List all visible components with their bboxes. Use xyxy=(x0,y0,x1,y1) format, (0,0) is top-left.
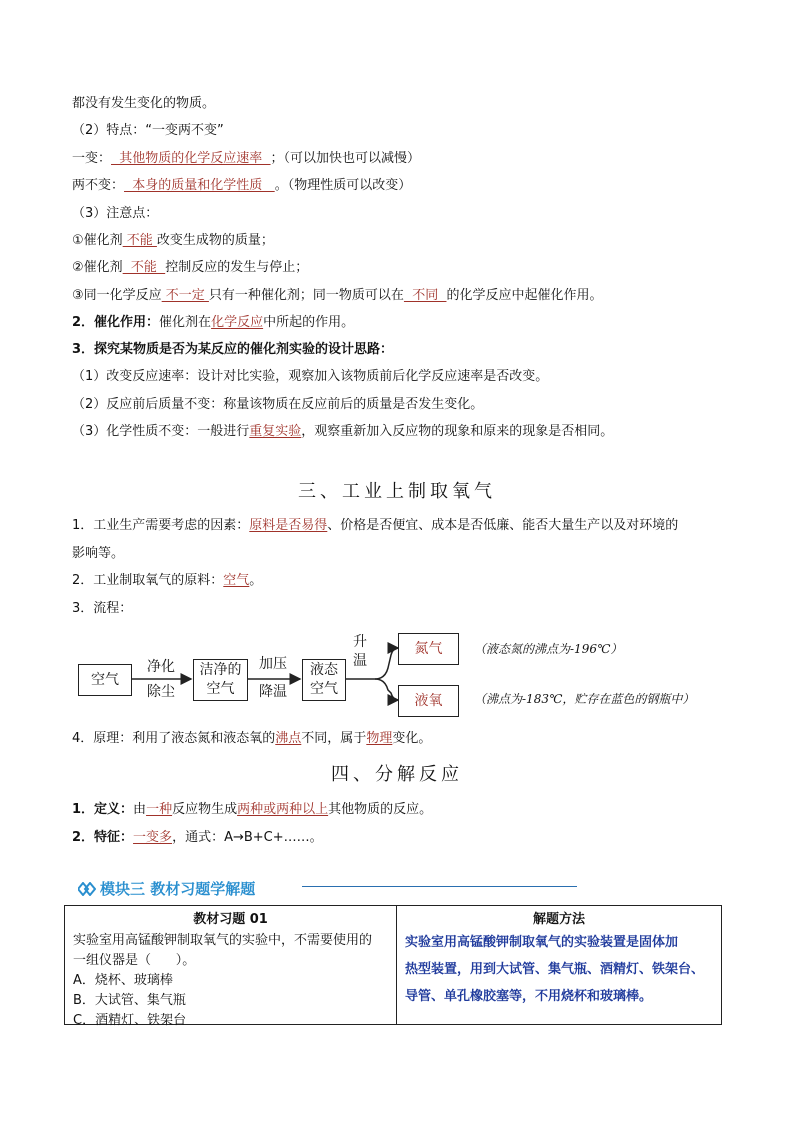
text-span: 反应物生成 xyxy=(172,802,238,817)
answer-blank: 沸点 xyxy=(275,731,302,746)
flow-box-liquid-oxygen: 液氧 xyxy=(398,685,459,717)
answer-blank: 不能 xyxy=(122,260,166,275)
flow-note: （液态氮的沸点为-196℃） xyxy=(474,642,623,656)
text-span: 两不变： xyxy=(72,178,125,193)
solution-line: 实验室用高锰酸钾制取氧气的实验装置是固体加 xyxy=(405,935,679,950)
text-line: （2）反应前后质量不变：称量该物质在反应前后的质量是否发生变化。 xyxy=(72,397,484,412)
box-text: 空气 xyxy=(206,681,235,697)
box-text: 空气 xyxy=(310,681,338,697)
answer-blank: 本身的质量和化学性质 xyxy=(124,178,275,193)
exercise-question xyxy=(65,927,396,1031)
text-span: 1．工业生产需要考虑的因素： xyxy=(72,518,250,533)
question-line: 一组仪器是（ ）。 xyxy=(73,953,196,968)
section-heading: 四、分解反应 xyxy=(331,764,463,785)
text-line: （3）注意点： xyxy=(72,206,159,221)
answer-blank: 物理 xyxy=(366,731,393,746)
answer-blank: 不能 xyxy=(122,233,157,248)
text-span: 不同，属于 xyxy=(301,731,367,746)
answer-blank: 原料是否易得 xyxy=(249,518,328,533)
module-title-text: 模块三 教材习题学解题 xyxy=(100,880,256,898)
answer-blank: 空气 xyxy=(223,573,250,588)
item-number: 2．催化作用： xyxy=(72,315,160,330)
solution-text xyxy=(397,927,721,1012)
item-number: 2．特征： xyxy=(72,830,134,845)
text-span: 中所起的作用。 xyxy=(263,315,355,330)
flow-step-label: 净化 xyxy=(147,659,175,675)
answer-blank: 化学反应 xyxy=(211,315,264,330)
text-line: 3．流程： xyxy=(72,601,133,616)
text-span: 。 xyxy=(249,573,263,588)
flow-box-clean-air xyxy=(193,659,248,701)
flow-box-nitrogen: 氮气 xyxy=(398,633,459,665)
module-title xyxy=(78,878,255,899)
text-span: 只有一种催化剂；同一物质可以在 xyxy=(208,288,404,303)
text-span: 变化。 xyxy=(392,731,432,746)
text-line: 3．探究某物质是否为某反应的催化剂实验的设计思路： xyxy=(72,342,394,357)
text-span: ，通式：A→B+C+……。 xyxy=(172,830,323,845)
exercise-column xyxy=(65,906,397,1028)
box-text: 洁净的 xyxy=(199,662,242,678)
branch-arrow-down xyxy=(375,679,398,700)
text-line xyxy=(72,829,323,847)
text-span: 。（物理性质可以改变） xyxy=(274,178,412,193)
branch-arrow-up xyxy=(375,648,398,679)
answer-blank: 其他物质的化学反应速率 xyxy=(111,151,271,166)
section-heading: 三、工业上制取氧气 xyxy=(298,481,496,502)
solution-header: 解题方法 xyxy=(532,912,585,927)
option-c: C．酒精灯、铁架台 xyxy=(73,1013,187,1028)
exercise-header: 教材习题 01 xyxy=(193,912,268,927)
text-line: （1）改变反应速率：设计对比实验，观察加入该物质前后化学反应速率是否改变。 xyxy=(72,369,549,384)
solution-line: 导管、单孔橡胶塞等，不用烧杯和玻璃棒。 xyxy=(405,989,653,1004)
text-span: 控制反应的发生与停止； xyxy=(165,260,309,275)
solution-line: 热型装置，用到大试管、集气瓶、酒精灯、铁架台、 xyxy=(405,962,705,977)
flow-box-air: 空气 xyxy=(78,664,132,696)
item-number: 1．定义： xyxy=(72,802,134,817)
answer-blank: 一变多 xyxy=(133,830,173,845)
double-diamond-icon xyxy=(78,882,96,896)
option-b: B．大试管、集气瓶 xyxy=(73,993,186,1008)
flow-step-label: 降温 xyxy=(259,684,287,700)
text-span: 改变生成物的质量； xyxy=(156,233,274,248)
text-line xyxy=(72,730,431,748)
text-span: 、价格是否便宜、成本是否低廉、能否大量生产以及对环境的 xyxy=(327,518,679,533)
text-span: ②催化剂 xyxy=(72,260,123,275)
text-span: 其他物质的反应。 xyxy=(328,802,433,817)
question-line: 实验室用高锰酸钾制取氧气的实验中，不需要使用的 xyxy=(73,933,373,948)
answer-blank: 不同 xyxy=(403,288,447,303)
flow-box-liquid-air xyxy=(302,659,346,701)
text-line: 影响等。 xyxy=(72,546,125,561)
answer-blank: 重复实验 xyxy=(249,424,302,439)
box-text: 液态 xyxy=(310,662,338,678)
text-span: ①催化剂 xyxy=(72,233,123,248)
text-span: 一变： xyxy=(72,151,112,166)
text-line: 都没有发生变化的物质。 xyxy=(72,96,216,111)
answer-blank: 不一定 xyxy=(161,288,209,303)
solution-column xyxy=(397,906,721,1024)
module-divider xyxy=(302,886,577,887)
flow-step-label: 加压 xyxy=(259,656,287,672)
exercise-table xyxy=(64,905,722,1028)
text-line xyxy=(72,801,432,819)
text-line: （2）特点：“一变两不变” xyxy=(72,123,224,138)
text-span: 2．工业制取氧气的原料： xyxy=(72,573,224,588)
flow-note: （沸点为-183℃，贮存在蓝色的钢瓶中） xyxy=(474,692,695,706)
answer-blank: 两种或两种以上 xyxy=(237,802,329,817)
option-a: A．烧杯、玻璃棒 xyxy=(73,973,173,988)
text-span: ，观察重新加入反应物的现象和原来的现象是否相同。 xyxy=(301,424,614,439)
flow-step-label: 除尘 xyxy=(147,684,175,700)
flow-step-label: 温 xyxy=(353,653,367,669)
text-span: 的化学反应中起催化作用。 xyxy=(446,288,603,303)
text-span: 4．原理：利用了液态氮和液态氧的 xyxy=(72,731,276,746)
text-span: ；（可以加快也可以减慢） xyxy=(270,151,421,166)
text-span: 催化剂在 xyxy=(159,315,212,330)
text-span: （3）化学性质不变：一般进行 xyxy=(72,424,250,439)
answer-blank: 一种 xyxy=(146,802,173,817)
flow-step-label: 升 xyxy=(353,634,367,650)
text-span: 由 xyxy=(133,802,147,817)
text-span: ③同一化学反应 xyxy=(72,288,162,303)
